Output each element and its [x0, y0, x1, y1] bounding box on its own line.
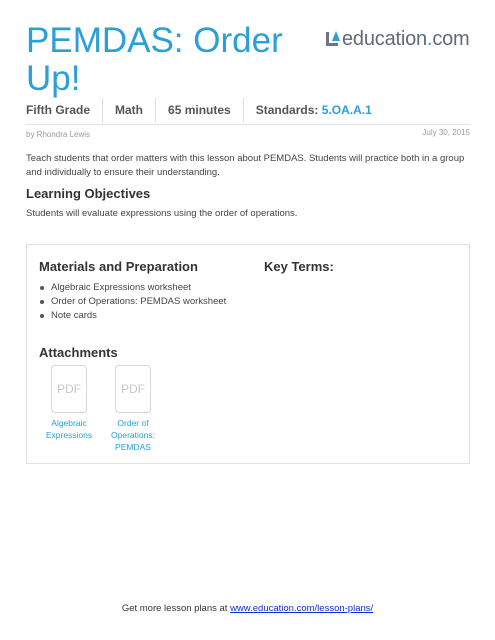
attachment-label[interactable]: Algebraic Expressions [45, 418, 93, 440]
attachment-algebraic-expressions[interactable] [40, 365, 98, 441]
page-title: PEMDAS: Order Up! [26, 21, 283, 98]
duration-label: 65 minutes [168, 98, 244, 122]
objectives-heading: Learning Objectives [26, 186, 151, 201]
logo-dot: . [426, 27, 433, 50]
education-logo[interactable] [326, 28, 470, 50]
subject-label: Math [115, 98, 156, 122]
lesson-meta-bar [26, 98, 470, 122]
key-terms-heading: Key Terms: [264, 259, 334, 274]
publish-date: July 30, 2015 [422, 128, 470, 137]
pdf-icon[interactable]: PDF [115, 365, 151, 413]
list-item: Order of Operations: PEMDAS worksheet [39, 295, 226, 309]
author-byline: by Rhondra Lewis [26, 130, 91, 139]
standards-label: Standards: [255, 103, 319, 117]
meta-divider [26, 124, 470, 125]
list-item: Note cards [39, 309, 226, 323]
logo-name: education [342, 27, 427, 50]
grade-label: Fifth Grade [26, 98, 103, 122]
logo-tld: com [432, 27, 470, 50]
standards [256, 98, 384, 122]
pdf-icon[interactable]: PDF [51, 365, 87, 413]
footer-text: Get more lesson plans at [121, 603, 231, 614]
attachment-label[interactable]: Order of Operations: PEMDAS [111, 418, 155, 452]
footer [0, 603, 495, 614]
list-item: Algebraic Expressions worksheet [39, 281, 226, 295]
attachments-heading: Attachments [39, 345, 118, 360]
standards-code-link[interactable]: 5.OA.A.1 [321, 103, 372, 117]
attachment-order-of-operations[interactable] [104, 365, 162, 453]
materials-heading: Materials and Preparation [39, 259, 198, 274]
lesson-intro: Teach students that order matters with this lesson about PEMDAS. Students will practice both in a group and individually to ensure their understanding. [26, 153, 465, 178]
objectives-text: Students will evaluate expressions using the order of operations. [26, 208, 298, 219]
education-logo-icon [326, 30, 340, 48]
footer-link[interactable]: www.education.com/lesson-plans/ [230, 603, 374, 614]
materials-list [39, 281, 226, 323]
materials-card [26, 244, 470, 464]
logo-wordmark [342, 28, 470, 51]
